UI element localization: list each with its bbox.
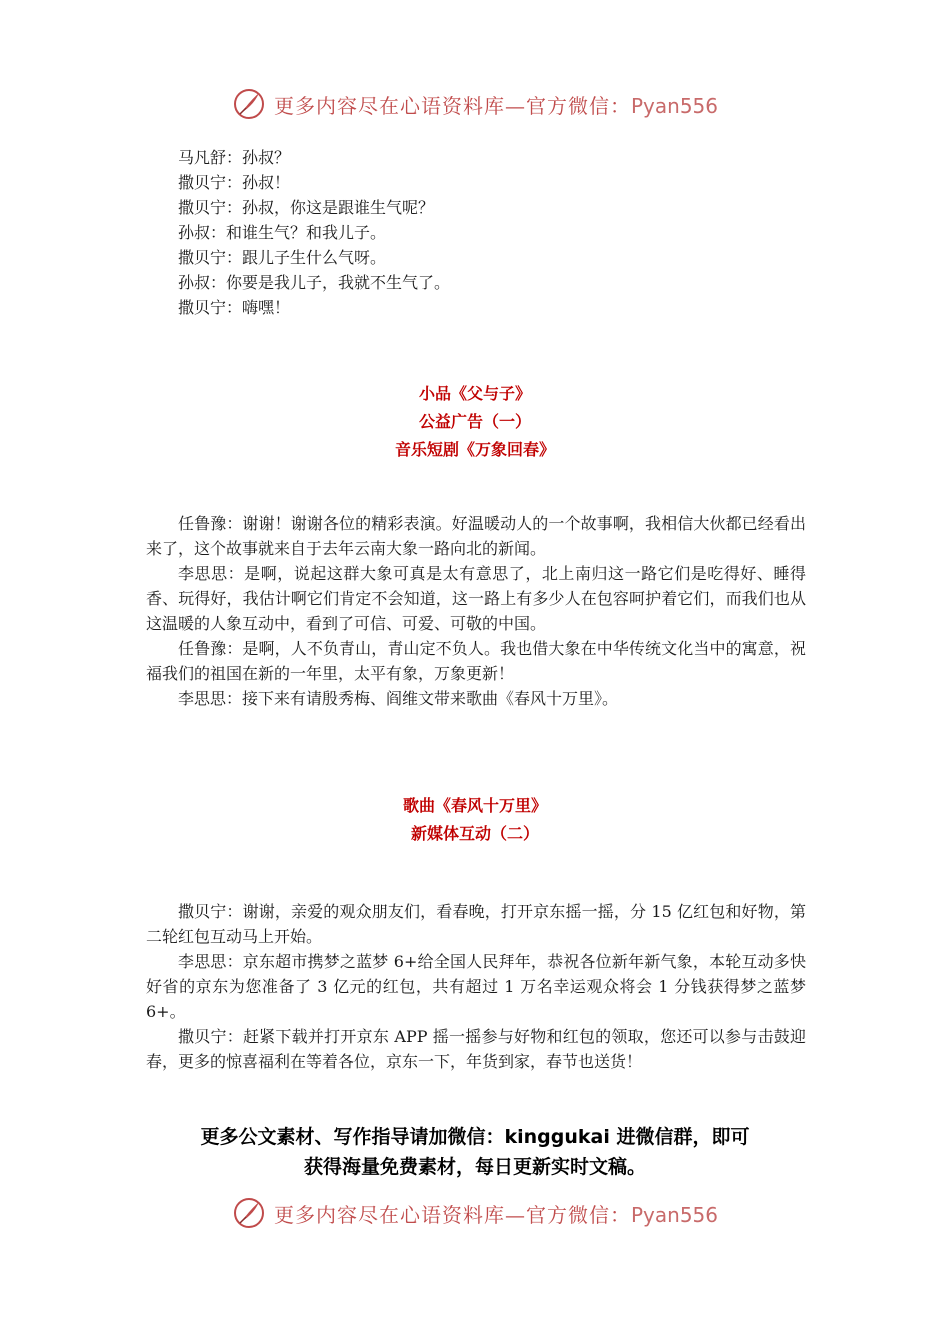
dialogue-paragraph: 李思思：京东超市携梦之蓝梦 6+给全国人民拜年，恭祝各位新年新气象，本轮互动多快好省的京东为您准备了 3 亿元的红包，共有超过 1 万名幸运观众将会 1 分钱获得梦之蓝梦 6+。 (146, 952, 806, 1021)
quill-logo-icon (232, 1196, 266, 1230)
dialogue-paragraph: 撒贝宁：谢谢，亲爱的观众朋友们，看春晚，打开京东摇一摇，分 15 亿红包和好物，第二轮红包互动马上开始。 (146, 902, 806, 946)
dialogue-line: 撒贝宁：跟儿子生什么气呀。 (178, 248, 387, 267)
watermark-wechat-id: Pyan556 (630, 93, 718, 118)
promo-notice (100, 1122, 850, 1182)
dialogue-paragraph: 撒贝宁：赶紧下载并打开京东 APP 摇一摇参与好物和红包的领取，您还可以参与击鼓迎春，更多的惊喜福利在等着各位，京东一下，年货到家，春节也送货！ (146, 1027, 806, 1071)
dialogue-section-2 (146, 511, 806, 711)
dialogue-paragraph: 任鲁豫：谢谢！谢谢各位的精彩表演。好温暖动人的一个故事啊，我相信大伙都已经看出来了，这个故事就来自于去年云南大象一路向北的新闻。 (146, 514, 806, 558)
quill-logo-icon (232, 87, 266, 121)
dialogue-paragraph: 李思思：是啊，说起这群大象可真是太有意思了，北上南归这一路它们是吃得好、睡得香、玩得好，我估计啊它们肯定不会知道，这一路上有多少人在包容呵护着它们，而我们也从这温暖的人象互动中，看到了可信、可爱、可敬的中国。 (146, 564, 806, 633)
promo-line-1: 更多公文素材、写作指导请加微信：kinggukai 进微信群，即可 (200, 1126, 750, 1148)
dialogue-paragraph: 李思思：接下来有请殷秀梅、阎维文带来歌曲《春风十万里》。 (178, 689, 619, 708)
dialogue-line: 孙叔：你要是我儿子，我就不生气了。 (178, 273, 451, 292)
dialogue-line: 孙叔：和谁生气？和我儿子。 (178, 223, 387, 242)
dialogue-line: 马凡舒：孙叔？ (178, 148, 291, 167)
program-headings-1 (0, 380, 950, 464)
footer-watermark (0, 1193, 950, 1233)
watermark-text: 更多内容尽在心语资料库—官方微信： (273, 93, 631, 118)
program-title: 歌曲《春风十万里》 (402, 796, 547, 815)
program-title: 公益广告（一） (418, 412, 531, 431)
dialogue-paragraph: 任鲁豫：是啊，人不负青山，青山定不负人。我也借大象在中华传统文化当中的寓意，祝福我们的祖国在新的一年里，太平有象，万象更新！ (146, 639, 806, 683)
watermark-text: 更多内容尽在心语资料库—官方微信： (273, 1202, 631, 1227)
header-watermark (0, 84, 950, 124)
dialogue-line: 撒贝宁：孙叔，你这是跟谁生气呢？ (178, 198, 435, 217)
program-title: 小品《父与子》 (418, 384, 531, 403)
program-title: 音乐短剧《万象回春》 (394, 440, 555, 459)
dialogue-line: 撒贝宁：孙叔！ (178, 173, 291, 192)
promo-line-2: 获得海量免费素材，每日更新实时文稿。 (303, 1156, 646, 1178)
watermark-wechat-id: Pyan556 (630, 1202, 718, 1227)
program-title: 新媒体互动（二） (410, 824, 539, 843)
dialogue-line: 撒贝宁：嗨嘿！ (178, 298, 291, 317)
dialogue-section-1 (146, 145, 806, 320)
dialogue-section-3 (146, 899, 806, 1074)
program-headings-2 (0, 792, 950, 848)
